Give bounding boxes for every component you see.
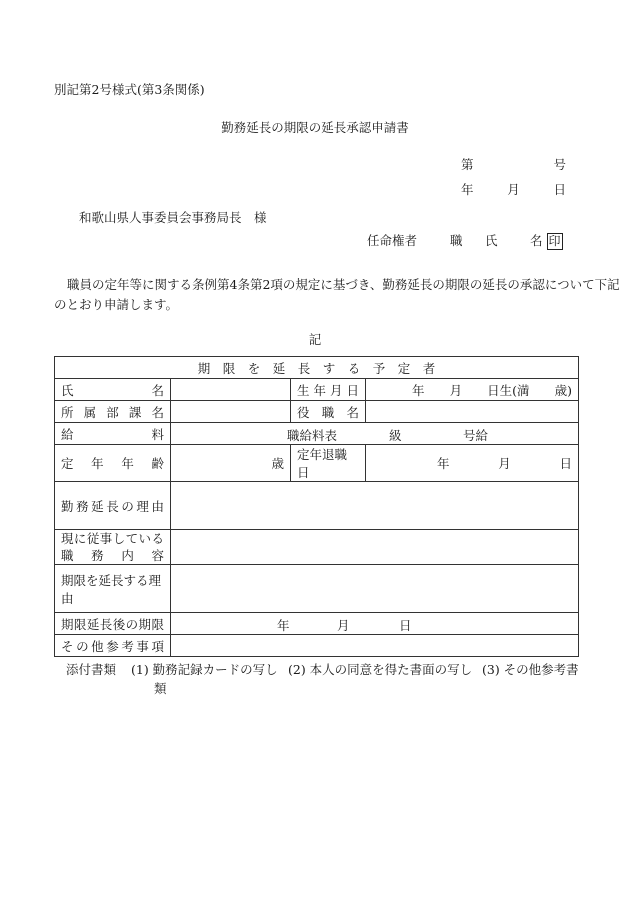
other-value-cell[interactable] [171, 635, 579, 657]
dept-value-cell[interactable] [171, 401, 291, 423]
after-day: 日 [399, 617, 412, 633]
salary-label-cell: 給 料 [55, 423, 171, 445]
after-label-cell: 期 限 延 長 後 の 期 限 [55, 613, 171, 635]
body-text-line-2: のとおり申請します。 [54, 297, 179, 312]
salary-table: 職給料表 [287, 427, 338, 443]
birth-year: 年 [412, 382, 425, 398]
date-month: 月 [507, 182, 520, 197]
birth-month: 月 [449, 382, 463, 398]
retire-year: 年 [437, 456, 450, 471]
ki-heading: 記 [308, 332, 322, 347]
retire-label-cell: 定年退職日 [291, 445, 366, 482]
table-header: 期 限 を 延 長 す る 予 定 者 [55, 357, 579, 379]
age-label-cell: 定 年 年 齢 [55, 445, 171, 482]
date-year: 年 [461, 182, 474, 197]
age-unit: 歳 [271, 456, 284, 471]
other-row [55, 635, 579, 657]
reason-label-cell: 勤 務 延 長 の 理 由 [55, 482, 171, 530]
attachment-item-3: (3) その他参考書 [482, 662, 579, 677]
attachment-item-1: (1) 勤務記録カードの写し [131, 662, 278, 677]
birth-day: 日生(満 [487, 382, 530, 398]
applicant-label: 任命権者 [367, 233, 418, 248]
extend-reason-value-cell[interactable] [171, 565, 579, 613]
duty-row [55, 530, 579, 565]
dept-row [55, 401, 579, 423]
salary-value-cell[interactable] [171, 423, 579, 445]
age-row [55, 445, 579, 482]
after-month: 月 [337, 617, 350, 633]
retire-day: 日 [559, 456, 573, 471]
addressee: 和歌山県人事委員会事務局長 様 [79, 210, 267, 225]
extend-reason-row [55, 565, 579, 613]
birth-age: 歳) [554, 382, 572, 398]
attachment-item-2: (2) 本人の同意を得た書面の写し [288, 662, 473, 677]
applicant-shi: 氏 [485, 233, 498, 248]
birth-value-cell[interactable] [366, 379, 579, 401]
extend-reason-label-cell: 期限を延長する理由 [55, 565, 171, 613]
date-day: 日 [553, 182, 566, 197]
applicant-shoku: 職 [450, 233, 463, 248]
retire-month: 月 [498, 456, 511, 471]
applicant-mei-label: 名 [530, 233, 543, 248]
reason-value-cell[interactable] [171, 482, 579, 530]
age-value-cell[interactable] [171, 445, 291, 482]
number-dai: 第 [461, 157, 474, 172]
salary-step: 号給 [463, 427, 489, 443]
body-text-line-1: 職員の定年等に関する条例第4条第2項の規定に基づき、勤務延長の期限の延長の承認について下記 [67, 277, 620, 292]
date-line [461, 180, 566, 198]
duty-value-cell[interactable] [171, 530, 579, 565]
birth-label-cell: 生 年 月 日 [291, 379, 366, 401]
dept-label-cell: 所 属 部 課 名 [55, 401, 171, 423]
after-value-cell[interactable] [171, 613, 579, 635]
seal-mark: 印 [548, 234, 561, 248]
name-value-cell[interactable] [171, 379, 291, 401]
salary-grade: 級 [389, 427, 402, 443]
post-label-cell: 役 職 名 [291, 401, 366, 423]
attachments-label: 添付書類 [66, 662, 117, 677]
table-header-row [55, 357, 579, 379]
attachment-item-3-cont: 類 [154, 681, 167, 696]
name-row [55, 379, 579, 401]
retire-value-cell[interactable] [366, 445, 579, 482]
duty-label-cell: 現 に 従 事 し て い る 職 務 内 容 [55, 530, 171, 565]
number-line [461, 155, 566, 173]
other-label-cell: そ の 他 参 考 事 項 [55, 635, 171, 657]
form-label: 別記第2号様式(第3条関係) [54, 82, 205, 97]
number-go: 号 [553, 157, 566, 172]
salary-row [55, 423, 579, 445]
applicant-mei [530, 231, 563, 250]
after-row [55, 613, 579, 635]
document-title: 勤務延長の期限の延長承認申請書 [221, 120, 409, 135]
applicant-table [54, 356, 579, 657]
post-value-cell[interactable] [366, 401, 579, 423]
reason-row [55, 482, 579, 530]
after-year: 年 [277, 617, 290, 633]
name-label-cell: 氏 名 [55, 379, 171, 401]
